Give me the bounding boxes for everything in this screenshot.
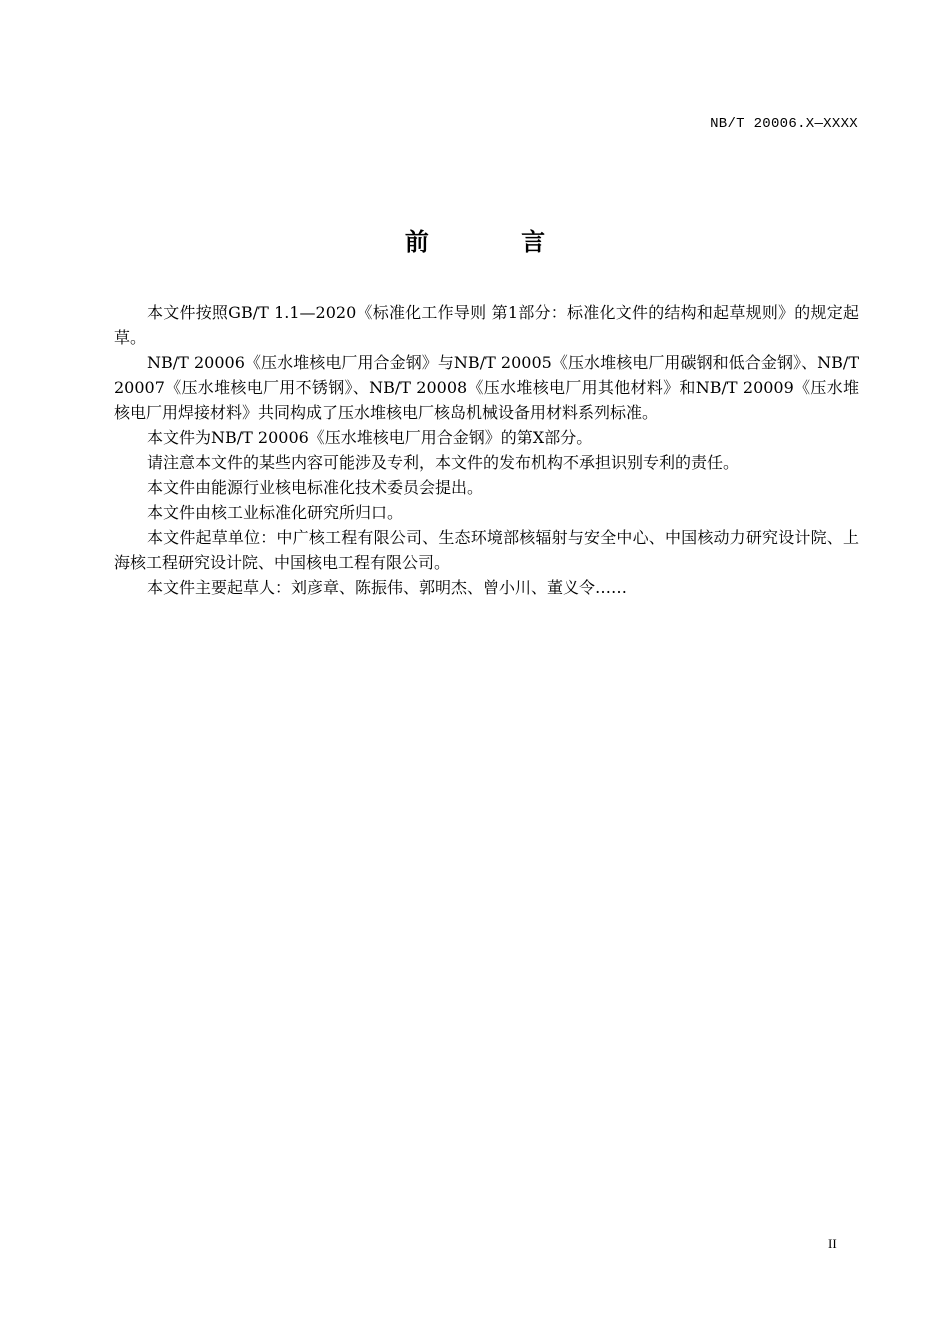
paragraph-administered-by: 本文件由核工业标准化研究所归口。	[147, 503, 404, 522]
page-title: 前 言	[404, 228, 588, 256]
paragraph-part-number: 本文件为NB/T 20006《压水堆核电厂用合金钢》的第X部分。	[147, 428, 593, 447]
paragraph-proposed-by: 本文件由能源行业核电标准化技术委员会提出。	[147, 478, 484, 497]
paragraph-series-standards: NB/T 20006《压水堆核电厂用合金钢》与NB/T 20005《压水堆核电厂用碳钢和低合金钢》、NB/T 20007《压水堆核电厂用不锈钢》、NB/T 20008《压水堆核电厂用其他材料》和NB/T 20009《压水堆核电厂用焊接材料》共同构成了压水堆核电厂核岛机械设备用材料系列标准。	[114, 353, 859, 422]
standard-code: NB/T 20006.X—XXXX	[710, 116, 858, 132]
paragraph-drafting-rules: 本文件按照GB/T 1.1—2020《标准化工作导则 第1部分：标准化文件的结构和起草规则》的规定起草。	[114, 303, 859, 347]
paragraph-patent-notice: 请注意本文件的某些内容可能涉及专利，本文件的发布机构不承担识别专利的责任。	[147, 453, 740, 472]
paragraph-drafting-units: 本文件起草单位：中广核工程有限公司、生态环境部核辐射与安全中心、中国核动力研究设计院、上海核工程研究设计院、中国核电工程有限公司。	[114, 528, 859, 572]
page-number: II	[828, 1236, 837, 1251]
foreword-body	[114, 300, 859, 600]
paragraph-drafters: 本文件主要起草人：刘彦章、陈振伟、郭明杰、曾小川、董义令……	[147, 578, 628, 597]
